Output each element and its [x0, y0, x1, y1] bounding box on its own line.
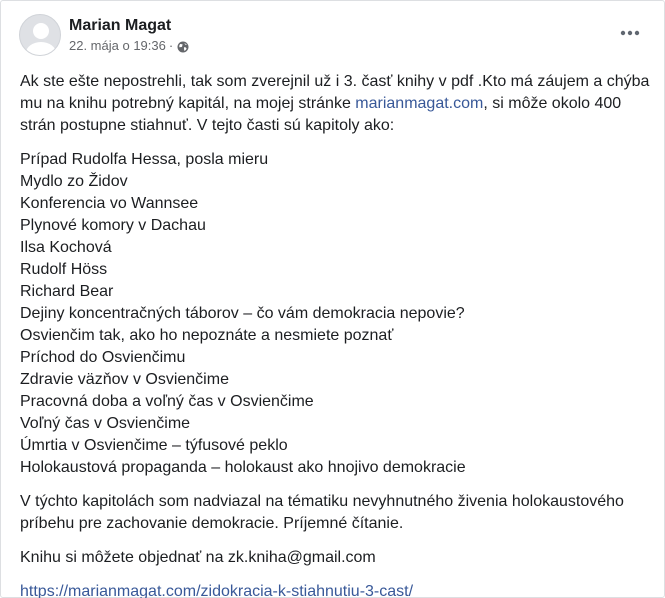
chapter-item: Rudolf Höss: [20, 261, 108, 278]
chapter-item: Úmrtia v Osvienčime – týfusové peklo: [20, 437, 288, 454]
post-subline: [69, 37, 189, 55]
chapter-item: Plynové komory v Dachau: [20, 217, 206, 234]
avatar[interactable]: [19, 14, 61, 56]
intro-paragraph: [20, 71, 650, 137]
post-timestamp[interactable]: 22. mája o 19:36: [69, 37, 166, 53]
chapter-item: Dejiny koncentračných táborov – čo vám demokracia nepovie?: [20, 305, 465, 322]
intro-text-after-link: , si môže okolo 400 strán postupne stiahnuť. V tejto časti sú kapitoly ako:: [20, 95, 622, 134]
chapter-item: Holokaustová propaganda – holokaust ako hnojivo demokracie: [20, 459, 466, 476]
chapter-item: Osvienčim tak, ako ho nepoznáte a nesmiete poznať: [20, 327, 394, 344]
globe-icon[interactable]: [177, 40, 189, 52]
separator-dot: ·: [168, 37, 174, 53]
author-name[interactable]: Marian Magat: [69, 16, 172, 34]
chapter-item: Pracovná doba a voľný čas v Osvienčime: [20, 393, 314, 410]
paragraph-three: Knihu si môžete objednať na zk.kniha@gmail.com: [20, 549, 376, 566]
chapter-list: [20, 149, 650, 479]
intro-link[interactable]: marianmagat.com: [355, 95, 484, 112]
chapter-item: Prípad Rudolfa Hessa, posla mieru: [20, 151, 269, 168]
chapter-item: Ilsa Kochová: [20, 239, 112, 256]
chapter-item: Príchod do Osvienčimu: [20, 349, 186, 366]
paragraph-two: V týchto kapitolách som nadviazal na tématiku nevyhnutného živenia holokaustového príbehu pre zachovanie demokracie. Príjemné čítanie.: [20, 493, 624, 532]
chapter-item: Voľný čas v Osvienčime: [20, 415, 191, 432]
intro-text-before-link: Ak ste ešte nepostrehli, tak som zverejnil už i 3. časť knihy v pdf .Kto má záujem a chýba mu na knihu potrebný kapitál, na mojej stránke: [20, 73, 650, 112]
default-avatar-icon: [20, 15, 61, 56]
post-meta: [69, 16, 189, 55]
chapter-item: Zdravie väzňov v Osvienčime: [20, 371, 229, 388]
chapter-item: Richard Bear: [20, 283, 114, 300]
url-paragraph: [20, 581, 650, 598]
article-link[interactable]: https://marianmagat.com/zidokracia-k-stiahnutiu-3-cast/: [20, 583, 414, 598]
chapter-item: Konferencia vo Wannsee: [20, 195, 199, 212]
post-header: [19, 14, 189, 56]
post-body: [20, 71, 650, 598]
more-options-icon[interactable]: [618, 25, 642, 41]
chapter-item: Mydlo zo Židov: [20, 173, 128, 190]
